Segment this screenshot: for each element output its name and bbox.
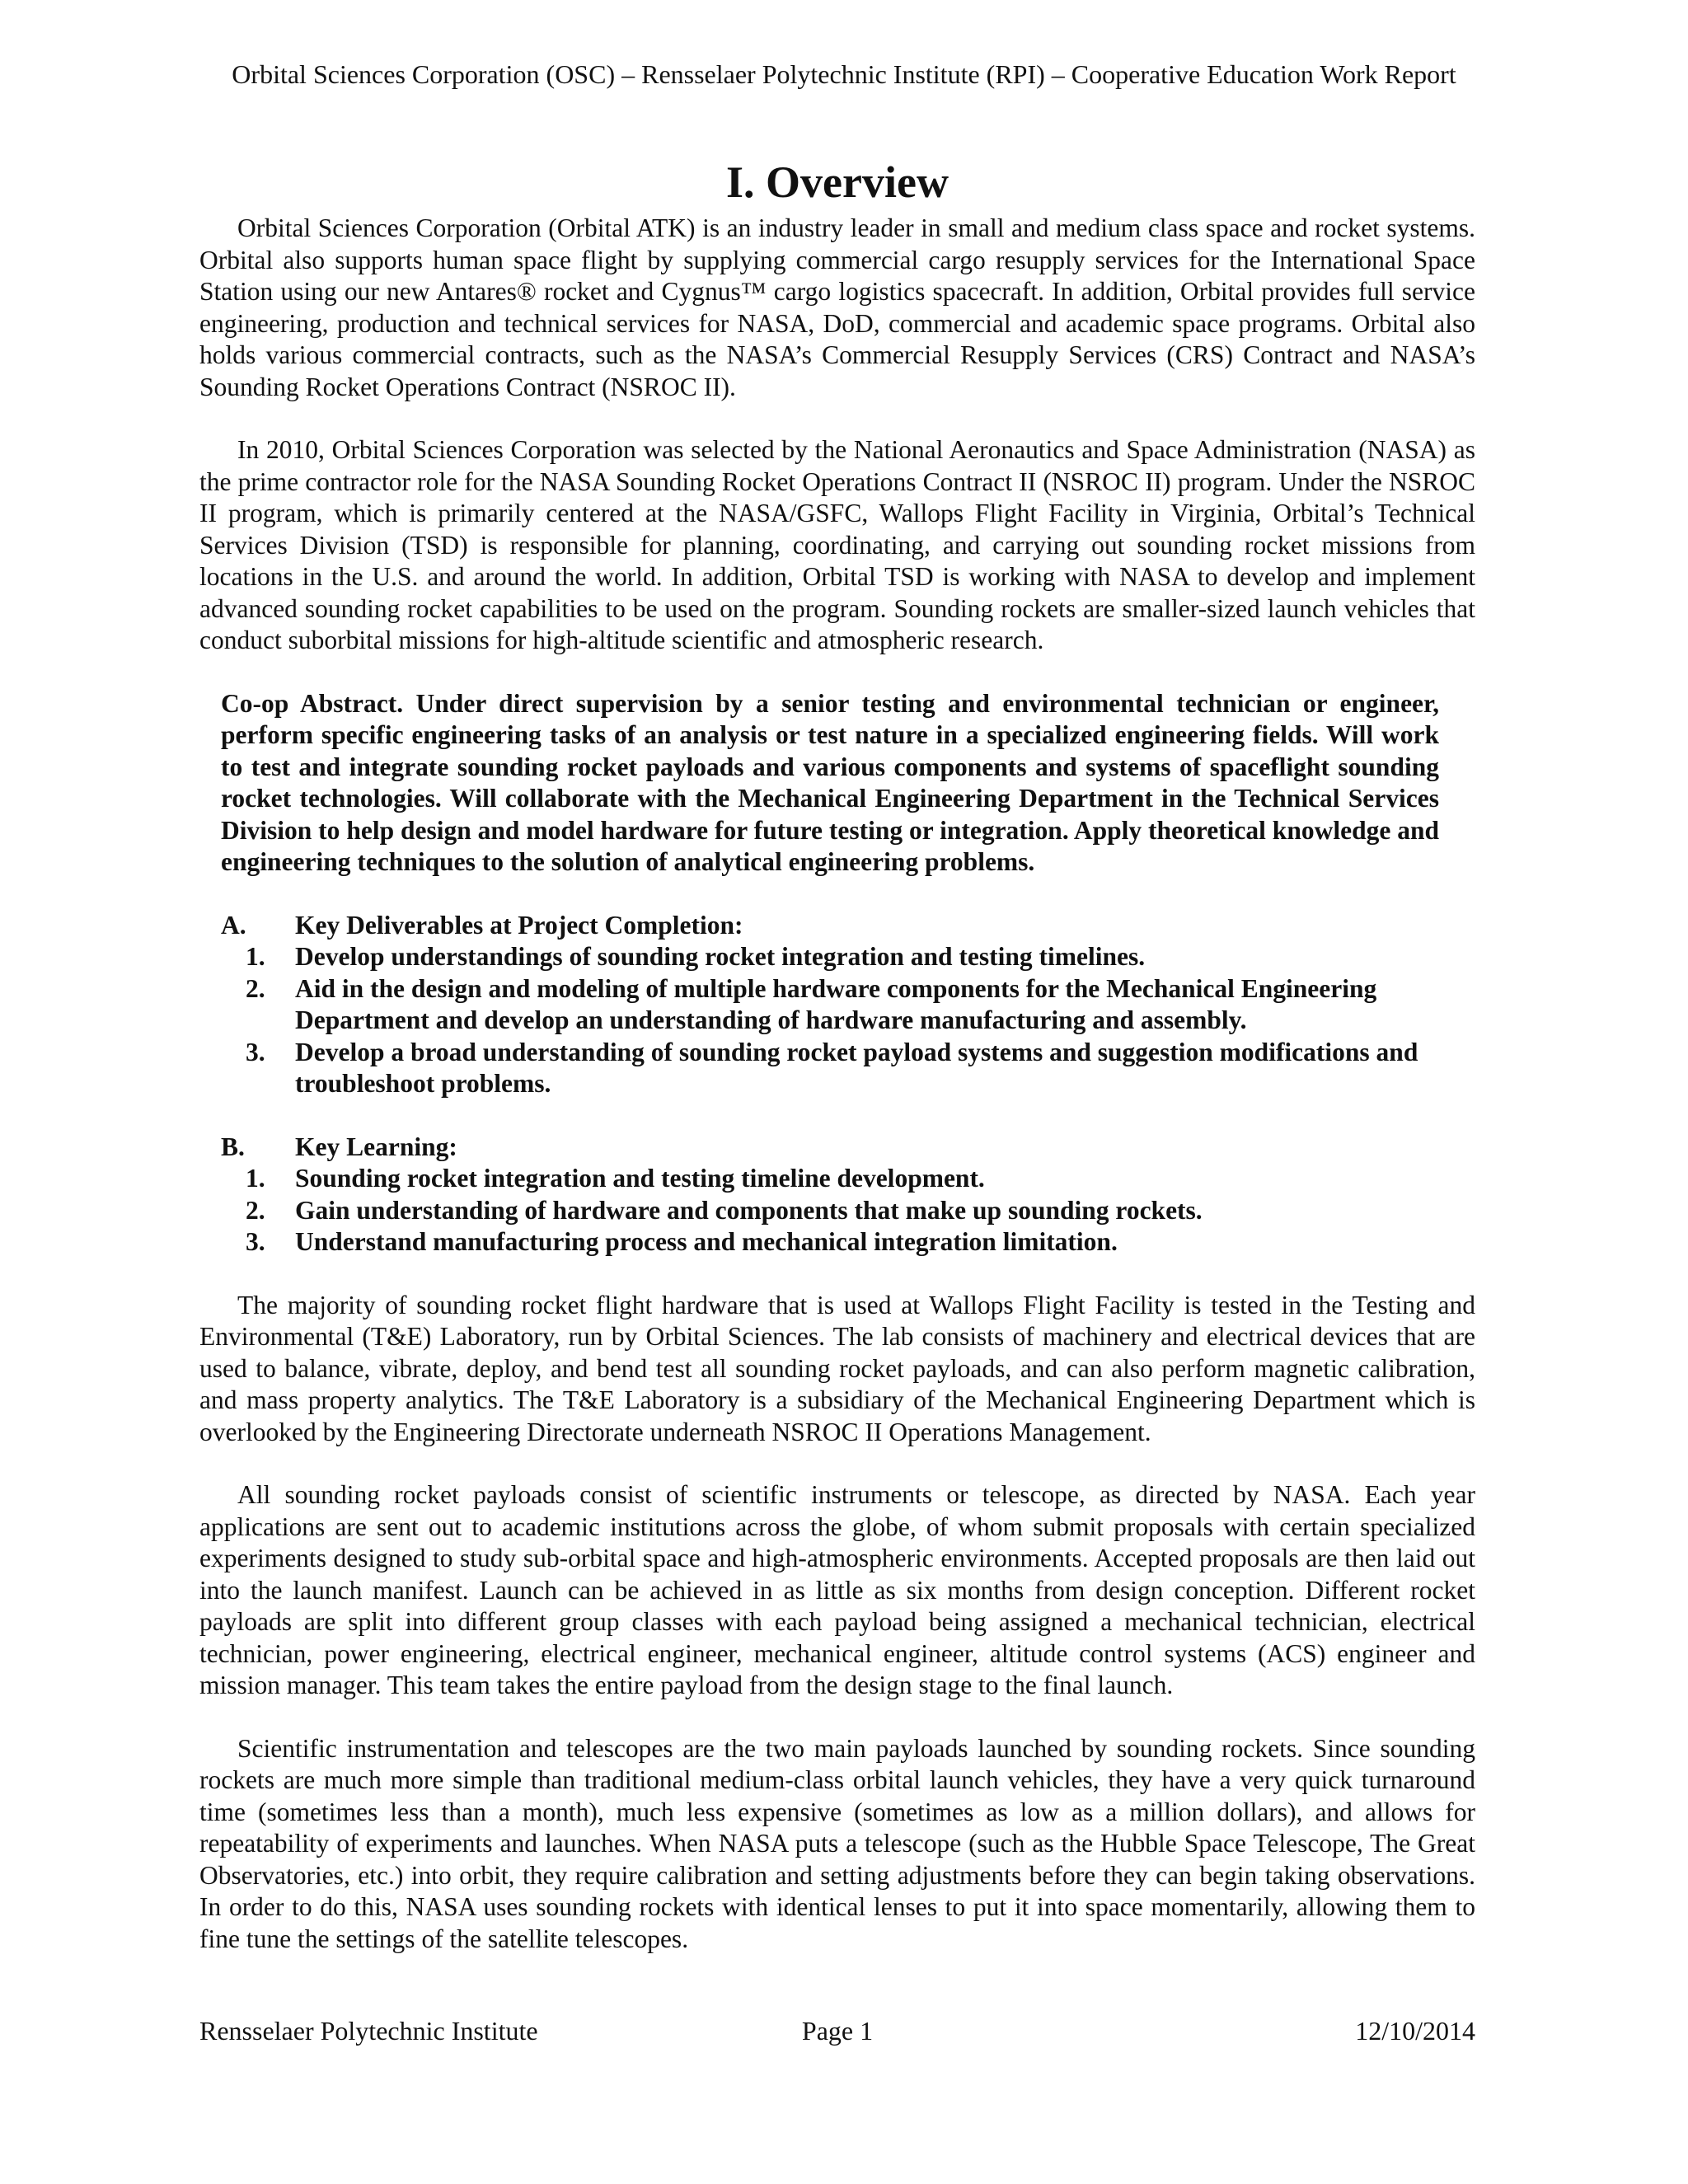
list-text: Understand manufacturing process and mechanical integration limitation.	[295, 1227, 1118, 1256]
footer-date: 12/10/2014	[1355, 2016, 1475, 2046]
list-item	[221, 1195, 1439, 1227]
key-deliverables-heading	[221, 910, 1439, 942]
footer-institution: Rensselaer Polytechnic Institute	[199, 2016, 538, 2046]
page-footer	[199, 2016, 1475, 2049]
list-text: Sounding rocket integration and testing timeline development.	[295, 1164, 985, 1193]
list-item	[221, 1163, 1439, 1195]
list-item	[221, 941, 1439, 973]
list-text: Develop understandings of sounding rocket integration and testing timelines.	[295, 942, 1146, 971]
list-text: Develop a broad understanding of sounding rocket payload systems and suggestion modifications and troubleshoot problems.	[295, 1037, 1418, 1098]
key-learning-section	[221, 1132, 1439, 1258]
list-item	[221, 1037, 1439, 1100]
paragraph-nsroc: In 2010, Orbital Sciences Corporation was selected by the National Aeronautics and Space Administration (NASA) as the prime contractor role for the NASA Sounding Rocket Operations Contract II (NSROC II) program. Under the NSROC II program, which is primarily centered at the NASA/GSFC, Wallops Flight Facility in Virginia, Orbital’s Technical Services Division (TSD) is responsible for planning, coordinating, and carrying out sounding rocket missions from locations in the U.S. and around the world. In addition, Orbital TSD is working with NASA to develop and implement advanced sounding rocket capabilities to be used on the program. Sounding rockets are smaller-sized launch vehicles that conduct suborbital missions for high-altitude scientific and atmospheric research.	[199, 435, 1475, 654]
list-number: 1.	[246, 1164, 265, 1193]
paragraph-intro: Orbital Sciences Corporation (Orbital ATK) is an industry leader in small and medium class space and rocket systems. Orbital also supports human space flight by supplying commercial cargo resupply services for the International Space Station using our new Antares® rocket and Cygnus™ cargo logistics spacecraft. In addition, Orbital provides full service engineering, production and technical services for NASA, DoD, commercial and academic space programs. Orbital also holds various commercial contracts, such as the NASA’s Commercial Resupply Services (CRS) Contract and NASA’s Sounding Rocket Operations Contract (NSROC II).	[199, 213, 1475, 401]
key-learning-heading	[221, 1132, 1439, 1164]
section-letter: A.	[221, 910, 246, 940]
list-number: 1.	[246, 942, 265, 971]
list-number: 2.	[246, 973, 265, 1003]
paragraph-te-lab: The majority of sounding rocket flight hardware that is used at Wallops Flight Facility is tested in the Testing and Environmental (T&E) Laboratory, run by Orbital Sciences. The lab consists of machinery and electrical devices that are used to balance, vibrate, deploy, and bend test all sounding rocket payloads, and can also perform magnetic calibration, and mass property analytics. The T&E Laboratory is a subsidiary of the Mechanical Engineering Department which is overlooked by the Engineering Directorate underneath NSROC II Operations Management.	[199, 1290, 1475, 1446]
list-text: Gain understanding of hardware and components that make up sounding rockets.	[295, 1195, 1203, 1225]
section-heading-text: Key Deliverables at Project Completion:	[295, 910, 743, 940]
footer-page-number: Page 1	[801, 2016, 874, 2046]
section-title: I. Overview	[726, 157, 949, 207]
page-header: Orbital Sciences Corporation (OSC) – Rensselaer Polytechnic Institute (RPI) – Cooperative Education Work Report	[232, 59, 1456, 89]
list-number: 2.	[246, 1195, 265, 1225]
list-number: 3.	[246, 1227, 265, 1256]
list-text: Aid in the design and modeling of multiple hardware components for the Mechanical Engineering Department and develop an understanding of hardware manufacturing and assembly.	[295, 973, 1377, 1034]
list-item	[221, 973, 1439, 1037]
section-heading-text: Key Learning:	[295, 1132, 457, 1161]
document-body	[199, 157, 1475, 1986]
section-letter: B.	[221, 1132, 245, 1161]
paragraph-instrumentation: Scientific instrumentation and telescopes are the two main payloads launched by sounding rockets. Since sounding rockets are much more simple than traditional medium-class orbital launch vehicles, they have a very quick turnaround time (sometimes less than a month), much less expensive (sometimes as low as a million dollars), and allows for repeatability of experiments and launches. When NASA puts a telescope (such as the Hubble Space Telescope, The Great Observatories, etc.) into orbit, they require calibration and setting adjustments before they can begin taking observations. In order to do this, NASA uses sounding rockets with identical lenses to put it into space momentarily, allowing them to fine tune the settings of the satellite telescopes.	[199, 1733, 1475, 1953]
coop-abstract: Co-op Abstract. Under direct supervision by a senior testing and environmental technician or engineer, perform specific engineering tasks of an analysis or test nature in a specialized engineering fields. Will work to test and integrate sounding rocket payloads and various components and systems of spaceflight sounding rocket technologies. Will collaborate with the Mechanical Engineering Department in the Technical Services Division to help design and model hardware for future testing or integration. Apply theoretical knowledge and engineering techniques to the solution of analytical engineering problems.	[221, 688, 1439, 876]
list-item	[221, 1226, 1439, 1258]
key-deliverables-section	[221, 910, 1439, 1100]
list-number: 3.	[246, 1037, 265, 1066]
paragraph-payloads: All sounding rocket payloads consist of scientific instruments or telescope, as directed by NASA. Each year applications are sent out to academic institutions across the globe, of whom submit proposals with certain specialized experiments designed to study sub-orbital space and high-atmospheric environments. Accepted proposals are then laid out into the launch manifest. Launch can be achieved in as little as six months from design conception. Different rocket payloads are split into different group classes with each payload being assigned a mechanical technician, electrical technician, power engineering, electrical engineer, mechanical engineer, altitude control systems (ACS) engineer and mission manager. This team takes the entire payload from the design stage to the final launch.	[199, 1480, 1475, 1699]
